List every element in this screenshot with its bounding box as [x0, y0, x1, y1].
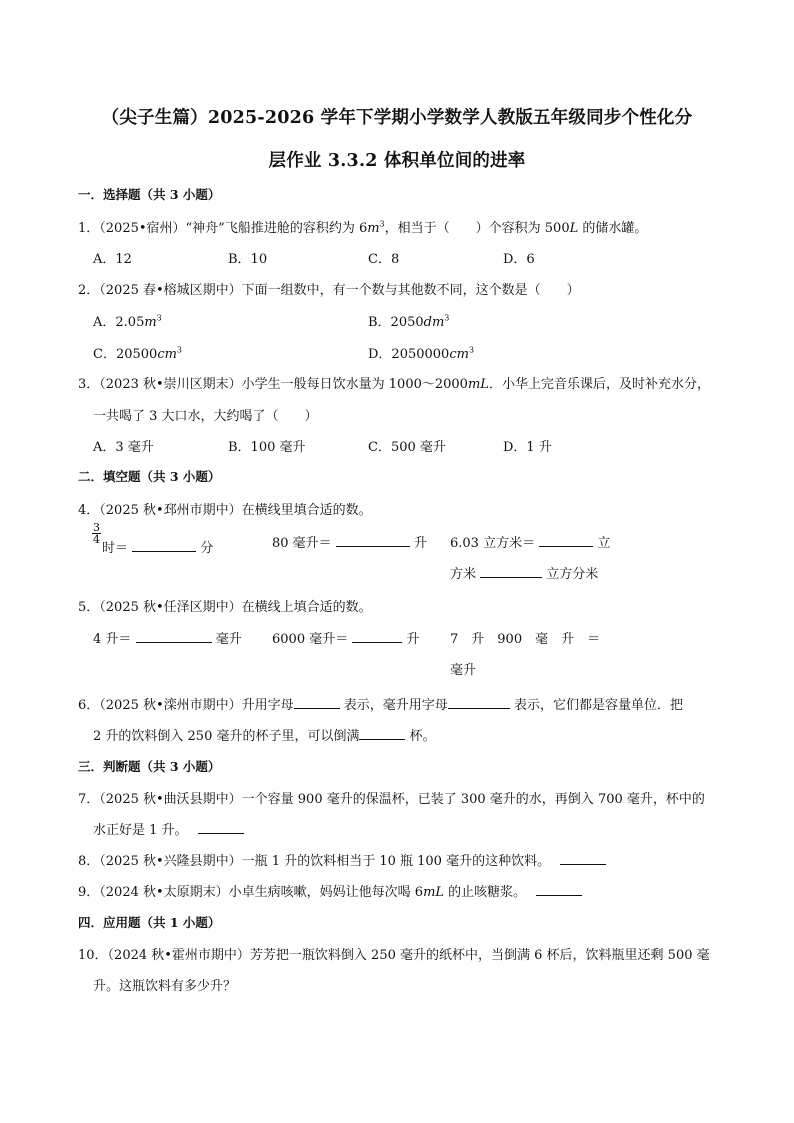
q7-answer-blank[interactable] [198, 821, 244, 834]
q2-option-d-sup: 3 [468, 345, 475, 355]
q5-a-answer-blank[interactable] [136, 630, 212, 643]
q5-c-unit: 毫升 [450, 663, 477, 678]
q4-c-unit: 立 [597, 536, 611, 551]
q5-a-text: 4 升＝ [93, 632, 132, 647]
q2-option-d[interactable] [368, 343, 474, 362]
q6-text-3: 表示，它们都是容量单位．把 [513, 698, 683, 713]
title-line-2: 层作业 3.3.2 体积单位间的进率 [268, 151, 526, 171]
q2-option-b-unit: dm [423, 315, 445, 330]
q9-text: 9．（2024 秋•太原期末）小卓生病咳嗽，妈妈让他每次喝 6 [78, 885, 424, 900]
q4-c-answer-blank[interactable] [539, 534, 593, 547]
q2-option-c-label: C．20500 [93, 347, 158, 362]
q2-option-c-sup: 3 [176, 345, 183, 355]
section-heading-application: 四．应用题（共 1 小题） [78, 915, 221, 930]
q5-b-text: 6000 毫升＝ [272, 632, 349, 647]
q4-b-answer-blank[interactable] [336, 534, 410, 547]
q3-option-a[interactable]: A．3 毫升 [93, 440, 154, 455]
q9-text-2: 的止咳糖浆。 [444, 885, 527, 900]
q2-option-d-unit: cm [449, 347, 469, 362]
q4-c2-answer-blank[interactable] [480, 565, 542, 578]
question-6-line-2 [93, 725, 436, 744]
q2-option-a-unit: m [144, 315, 157, 330]
q4-c2-unit: 立方分米 [546, 567, 599, 582]
q2-option-a[interactable] [93, 311, 162, 330]
q6-answer-blank-1[interactable] [294, 696, 340, 709]
q9-answer-blank[interactable] [536, 883, 582, 896]
q6-line2-text-2: 杯。 [409, 729, 436, 744]
q5-blank-a [93, 628, 242, 647]
question-3 [78, 373, 710, 392]
q3-option-d[interactable]: D．1 升 [503, 440, 552, 455]
q5-b-unit: 升 [406, 632, 420, 647]
q5-blank-b [272, 628, 420, 647]
q1-option-d[interactable]: D．6 [503, 252, 535, 267]
q8-text: 8．（2025 秋•兴隆县期中）一瓶 1 升的饮料相当于 10 瓶 100 毫升的这种饮料。 [78, 854, 551, 869]
section-heading-fill: 二．填空题（共 3 小题） [78, 469, 221, 484]
q2-option-a-sup: 3 [156, 313, 162, 323]
q1-option-a[interactable]: A．12 [93, 252, 132, 267]
q4-a-text: 时＝ [102, 541, 129, 556]
question-8 [78, 850, 606, 869]
fraction-denominator: 4 [93, 533, 100, 546]
q2-option-b[interactable] [368, 311, 449, 330]
q6-text: 6．（2025 秋•滦州市期中）升用字母 [78, 698, 294, 713]
question-4: 4．（2025 秋•邳州市期中）在横线里填合适的数。 [78, 503, 372, 518]
q1-unit-2: L [569, 221, 579, 236]
q4-c2-text: 方米 [450, 567, 477, 582]
q6-text-2: 表示，毫升用字母 [343, 698, 448, 713]
question-10-line-2: 升。这瓶饮料有多少升？ [93, 979, 237, 994]
q5-a-unit: 毫升 [215, 632, 242, 647]
question-6 [78, 694, 683, 713]
q3-option-b[interactable]: B．100 毫升 [228, 440, 306, 455]
q3-text: 3．（2023 秋•崇川区期末）小学生一般每日饮水量为 1000～2000 [78, 377, 468, 392]
fraction-three-quarters [92, 522, 101, 545]
q6-answer-blank-2[interactable] [448, 696, 510, 709]
q2-option-d-label: D．2050000 [368, 347, 450, 362]
q4-c-text: 6.03 立方米＝ [450, 536, 536, 551]
q4-blank-a [102, 537, 213, 556]
q3-unit: mL [467, 377, 489, 392]
q6-answer-blank-3[interactable] [359, 727, 405, 740]
q4-blank-c [450, 532, 610, 551]
q4-b-text: 80 毫升＝ [272, 536, 332, 551]
q4-b-unit: 升 [413, 536, 427, 551]
q1-text: 1．（2025•宿州）“神舟”飞船推进舱的容积约为 6 [78, 221, 368, 236]
question-2: 2．（2025 春•榕城区期中）下面一组数中，有一个数与其他数不同，这个数是（ ） [78, 283, 580, 298]
section-heading-judge: 三．判断题（共 3 小题） [78, 759, 221, 774]
q3-text-2: ．小华上完音乐课后，及时补充水分， [488, 377, 710, 392]
question-3-line-2: 一共喝了 3 大口水，大约喝了（ ） [93, 409, 318, 424]
question-7-line-2 [93, 819, 244, 838]
q4-blank-c2 [450, 563, 598, 582]
q1-unit: m [367, 221, 380, 236]
q1-text-2: ，相当于（ ）个容积为 500 [384, 221, 570, 236]
question-9 [78, 881, 582, 900]
q4-a-answer-blank[interactable] [132, 539, 196, 552]
question-1 [78, 217, 647, 236]
fraction-numerator: 3 [93, 521, 100, 534]
section-heading-choice: 一．选择题（共 3 小题） [78, 187, 221, 202]
q5-c-text: 7 升 900 毫 升 ＝ [450, 632, 601, 647]
title-line-1: （尖子生篇）2025-2026 学年下学期小学数学人教版五年级同步个性化分 [101, 108, 693, 128]
question-7: 7．（2025 秋•曲沃县期中）一个容量 900 毫升的保温杯，已装了 300 毫升的水，再倒入 700 毫升，杯中的 [78, 792, 705, 807]
q7-line2-text: 水正好是 1 升。 [93, 823, 188, 838]
q2-option-c-unit: cm [157, 347, 177, 362]
q2-option-b-label: B．2050 [368, 315, 424, 330]
q3-option-c[interactable]: C．500 毫升 [368, 440, 446, 455]
q4-a-unit: 分 [200, 541, 214, 556]
q4-blank-b [272, 532, 427, 551]
q2-option-b-sup: 3 [444, 313, 450, 323]
q1-sup: 3 [379, 219, 385, 229]
q2-option-c[interactable] [93, 343, 182, 362]
question-5: 5．（2025 秋•任泽区期中）在横线上填合适的数。 [78, 600, 372, 615]
q1-text-3: 的储水罐。 [578, 221, 648, 236]
question-10: 10．（2024 秋•霍州市期中）芳芳把一瓶饮料倒入 250 毫升的纸杯中，当倒满 6 杯后，饮料瓶里还剩 500 毫 [78, 948, 710, 963]
q5-b-answer-blank[interactable] [352, 630, 402, 643]
q8-answer-blank[interactable] [560, 852, 606, 865]
q1-option-c[interactable]: C．8 [368, 252, 400, 267]
q1-option-b[interactable]: B．10 [228, 252, 268, 267]
q9-unit: mL [423, 885, 445, 900]
q2-option-a-label: A．2.05 [93, 315, 145, 330]
q6-line2-text: 2 升的饮料倒入 250 毫升的杯子里，可以倒满 [93, 729, 360, 744]
